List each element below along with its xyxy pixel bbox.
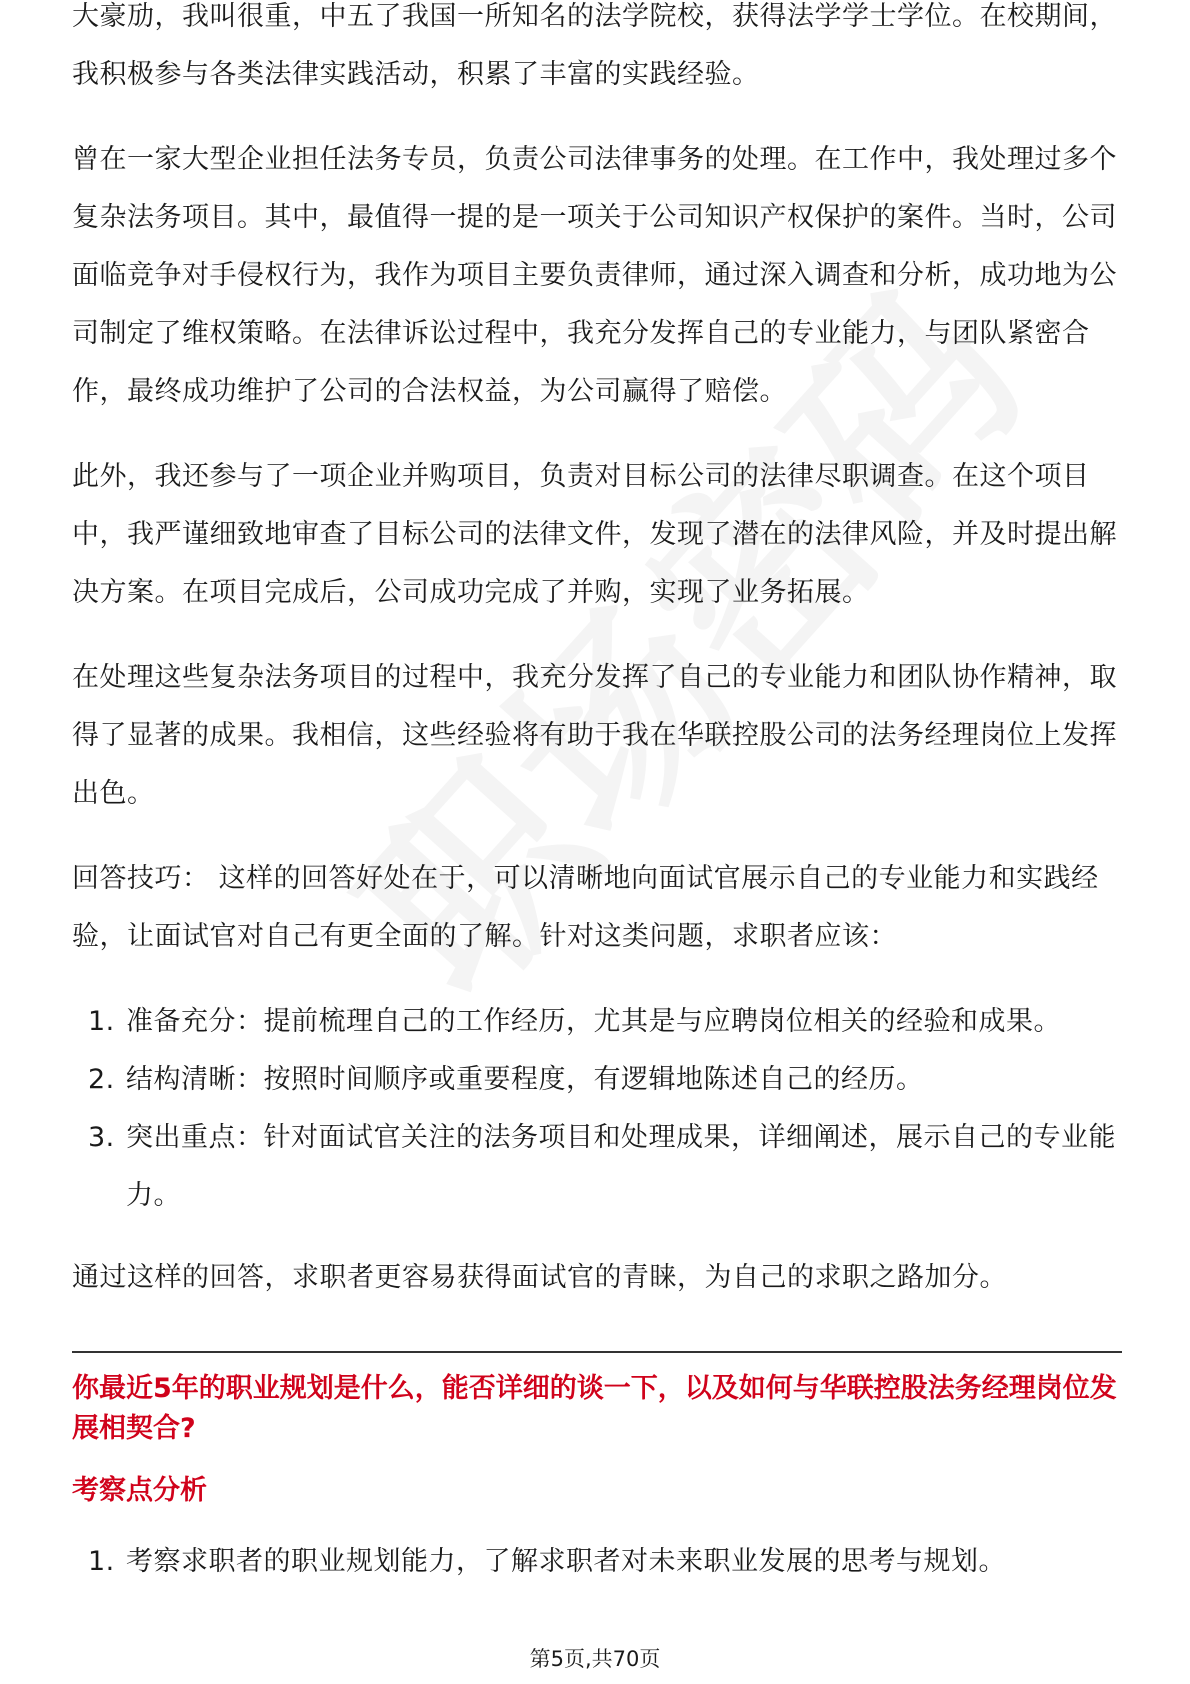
section-heading: 考察点分析	[72, 1475, 207, 1506]
paragraph-answer-tips: 回答技巧： 这样的回答好处在于，可以清晰地向面试官展示自己的专业能力和实践经验，让面试官对自己有更全面的了解。针对这类问题，求职者应该：	[72, 863, 1099, 952]
analysis-list	[72, 1533, 1122, 1591]
list-item-text: 准备充分：提前梳理自己的工作经历，尤其是与应聘岗位相关的经验和成果。	[126, 1006, 1061, 1037]
list-item-text: 突出重点：针对面试官关注的法务项目和处理成果，详细阐述，展示自己的专业能力。	[126, 1122, 1116, 1211]
list-item-text: 结构清晰：按照时间顺序或重要程度，有逻辑地陈述自己的经历。	[126, 1064, 924, 1095]
paragraph-legal-specialist: 曾在一家大型企业担任法务专员，负责公司法律事务的处理。在工作中，我处理过多个复杂法务项目。其中，最值得一提的是一项关于公司知识产权保护的案件。当时，公司面临竞争对手侵权行为，我作为项目主要负责律师，通过深入调查和分析，成功地为公司制定了维权策略。在法律诉讼过程中，我充分发挥自己的专业能力，与团队紧密合作，最终成功维护了公司的合法权益，为公司赢得了赔偿。	[72, 144, 1117, 407]
paragraph-conclusion: 通过这样的回答，求职者更容易获得面试官的青睐，为自己的求职之路加分。	[72, 1262, 1007, 1293]
page-footer: 第5页,共70页	[529, 1647, 661, 1671]
list-item	[72, 1051, 1122, 1109]
interview-question: 你最近5年的职业规划是什么，能否详细的谈一下，以及如何与华联控股法务经理岗位发展相契合?	[72, 1373, 1117, 1444]
list-item-text: 考察求职者的职业规划能力，了解求职者对未来职业发展的思考与规划。	[126, 1546, 1006, 1577]
list-item	[72, 1533, 1122, 1591]
list-item-number: 2.	[88, 1064, 115, 1095]
tips-list	[72, 993, 1122, 1225]
paragraph-merger-project: 此外，我还参与了一项企业并购项目，负责对目标公司的法律尽职调查。在这个项目中，我严谨细致地审查了目标公司的法律文件，发现了潜在的法律风险，并及时提出解决方案。在项目完成后，公司成功完成了并购，实现了业务拓展。	[72, 461, 1117, 608]
list-item	[72, 993, 1122, 1051]
page-content	[72, 1, 1122, 1615]
list-item-number: 3.	[88, 1122, 115, 1153]
list-item-number: 1.	[88, 1546, 115, 1577]
section-divider	[72, 1351, 1122, 1353]
paragraph-summary: 在处理这些复杂法务项目的过程中，我充分发挥了自己的专业能力和团队协作精神，取得了显著的成果。我相信，这些经验将有助于我在华联控股公司的法务经理岗位上发挥出色。	[72, 662, 1117, 809]
list-item	[72, 1109, 1122, 1225]
list-item-number: 1.	[88, 1006, 115, 1037]
paragraph-intro-continued: 大豪劢，我叫很重，中五了我国一所知名的法学院校，获得法学学士学位。在校期间，我积极参与各类法律实践活动，积累了丰富的实践经验。	[72, 1, 1117, 90]
